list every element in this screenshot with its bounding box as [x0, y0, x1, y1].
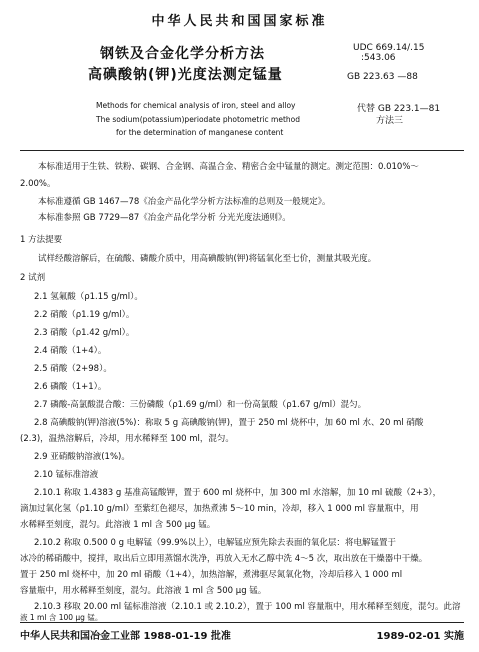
gb-number: GB 223.63 —88: [347, 72, 418, 82]
footer-divider: [20, 622, 464, 623]
reagent-2-2: 2.2 硝酸（ρ1.19 g/ml）。: [34, 310, 135, 320]
title-divider: [20, 150, 464, 151]
reagent-2-10-2-cont3: 容量瓶中，用水稀释至刻度，混匀。此溶液 1 ml 含 500 μg 锰。: [20, 586, 267, 596]
section-1-text: 试样经酸溶解后，在硫酸、磷酸介质中，用高碘酸钠(钾)将锰氧化至七价，测量其吸光度。: [38, 254, 377, 264]
footer: [20, 627, 464, 642]
reagent-2-5: 2.5 硝酸（2+98）。: [34, 364, 112, 374]
reagent-2-10-1-cont: 滴加过氧化氢（ρ1.10 g/ml）至紫红色褪尽，加热煮沸 5～10 min，冷却，移入 1 000 ml 容量瓶中，用: [20, 504, 419, 514]
english-title-line1: Methods for chemical analysis of iron, steel and alloy: [96, 101, 296, 110]
english-title-line3: for the determination of manganese content: [116, 128, 284, 137]
standard-title-line2: 高碘酸钠(钾)光度法测定锰量: [88, 67, 283, 83]
reagent-2-9: 2.9 亚硝酸钠溶液(1%)。: [34, 452, 130, 462]
reagent-2-8-cont: (2.3)，温热溶解后，冷却，用水稀释至 100 ml，混匀。: [20, 434, 234, 444]
replaces-standard: 代替 GB 223.1—81: [357, 104, 441, 114]
reagent-2-10-1-cont2: 水稀释至刻度，混匀。此溶液 1 ml 含 500 μg 锰。: [20, 520, 216, 530]
reagent-2-10: 2.10 锰标准溶液: [34, 470, 99, 480]
intro-para-1: 本标准适用于生铁、铁粉、碳钢、合金钢、高温合金、精密合金中锰量的测定。测定范围：0.010%～: [38, 162, 419, 172]
section-1-heading: 1 方法提要: [20, 235, 63, 245]
reagent-2-7: 2.7 磷酸-高氯酸混合酸：三份磷酸（ρ1.69 g/ml）和一份高氯酸（ρ1.67 g/ml）混匀。: [34, 400, 367, 410]
implementation-date: 1989-02-01 实施: [376, 631, 464, 642]
standard-title-line1: 钢铁及合金化学分析方法: [100, 46, 265, 62]
method-number: 方法三: [376, 116, 404, 126]
reagent-2-8: 2.8 高碘酸钠(钾)溶液(5%)：称取 5 g 高碘酸钠(钾)，置于 250 ml 烧杯中，加 60 ml 水、20 ml 硝酸: [34, 418, 424, 428]
reagent-2-10-2-cont2: 置于 250 ml 烧杯中，加 20 ml 硝酸（1+4），加热溶解，煮沸驱尽氮氧化物，冷却后移入 1 000 ml: [20, 570, 403, 580]
reagent-2-10-1: 2.10.1 称取 1.4383 g 基准高锰酸钾，置于 600 ml 烧杯中，加 300 ml 水溶解，加 10 ml 硫酸（2+3），: [34, 488, 442, 498]
intro-para-3: 本标准参照 GB 7729—87《冶金产品化学分析 分光光度法通则》。: [38, 213, 291, 223]
approval-text: 中华人民共和国冶金工业部 1988-01-19 批准: [20, 631, 231, 642]
reagent-2-10-3-cont: 液 1 ml 含 100 μg 锰。: [20, 613, 103, 622]
udc-number: UDC 669.14/.15: [353, 43, 425, 53]
reagent-2-3: 2.3 硝酸（ρ1.42 g/ml）。: [34, 328, 135, 338]
reagent-2-10-2-cont: 冰冷的稀硝酸中，搅拌，取出后立即用蒸馏水洗净，再放入无水乙醇中洗 4～5 次，取出放在干燥器中干燥。: [20, 554, 428, 564]
reagent-2-6: 2.6 磷酸（1+1）。: [34, 382, 107, 392]
udc-number-cont: :543.06: [361, 53, 396, 63]
section-2-heading: 2 试剂: [20, 273, 46, 283]
reagent-2-1: 2.1 氢氟酸（ρ1.15 g/ml）。: [34, 292, 143, 302]
standard-header: 中华人民共和国国家标准: [151, 14, 328, 29]
english-title-line2: The sodium(potassium)periodate photometric method: [96, 115, 300, 124]
reagent-2-10-3: 2.10.3 移取 20.00 ml 锰标准溶液（2.10.1 或 2.10.2），置于 100 ml 容量瓶中，用水稀释至刻度，混匀。此溶: [34, 602, 461, 612]
intro-para-1-cont: 2.00%。: [20, 179, 56, 189]
intro-para-2: 本标准遵循 GB 1467—78《冶金产品化学分析方法标准的总则及一般规定》。: [38, 197, 331, 207]
reagent-2-4: 2.4 硝酸（1+4）。: [34, 346, 107, 356]
reagent-2-10-2: 2.10.2 称取 0.500 0 g 电解锰（99.9%以上），电解锰应预先除去表面的氧化层：将电解锰置于: [34, 538, 396, 548]
